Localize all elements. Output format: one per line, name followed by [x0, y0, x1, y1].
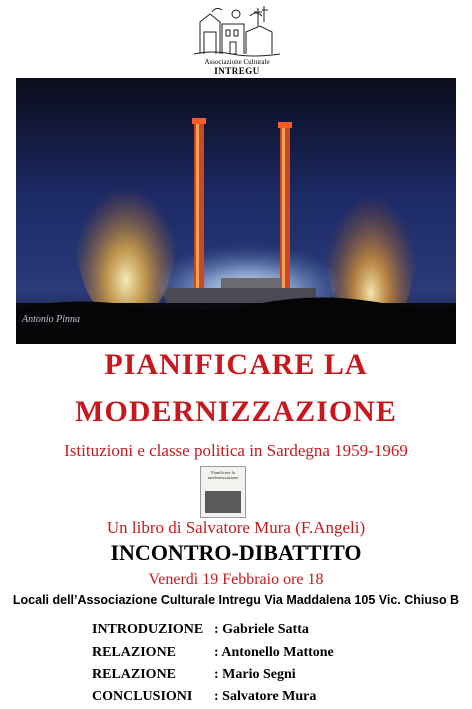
programme-role: INTRODUZIONE [92, 622, 204, 637]
logo-association-label: Associazione Culturale [204, 58, 270, 66]
programme-speaker: : Mario Segni [214, 667, 296, 682]
event-date: Venerdì 19 Febbraio ore 18 [148, 571, 324, 588]
programme-row [92, 689, 316, 705]
subtitle: Istituzioni e classe politica in Sardegna 1959-1969 [64, 441, 408, 460]
book-cover-title: Pianificare la modernizzazione [207, 470, 239, 480]
title-line-2: MODERNIZZAZIONE [75, 395, 397, 428]
programme-role: RELAZIONE [92, 645, 177, 660]
author-line: Un libro di Salvatore Mura (F.Angeli) [106, 518, 366, 537]
village-sketch-icon [192, 2, 282, 60]
programme-role: RELAZIONE [92, 667, 177, 682]
book-cover-image [200, 466, 246, 518]
programme-row [92, 645, 334, 661]
event-venue: Locali dell’Associazione Culturale Intregu Via Maddalena 105 Vic. Chiuso B [12, 593, 460, 607]
photo-signature: Antonio Pinna [22, 314, 81, 325]
power-plant-photo [16, 78, 456, 344]
programme-row [92, 667, 296, 683]
programme-speaker: : Antonello Mattone [214, 645, 334, 660]
association-logo [192, 2, 282, 74]
programme-speaker: : Gabriele Satta [214, 622, 309, 637]
title-line-1: PIANIFICARE LA [104, 348, 368, 381]
programme-speaker: : Salvatore Mura [214, 689, 317, 704]
logo-name: INTREGU [214, 66, 260, 76]
event-title: INCONTRO-DIBATTITO [110, 540, 362, 565]
programme-row [92, 622, 309, 638]
programme-role: CONCLUSIONI [92, 689, 193, 704]
